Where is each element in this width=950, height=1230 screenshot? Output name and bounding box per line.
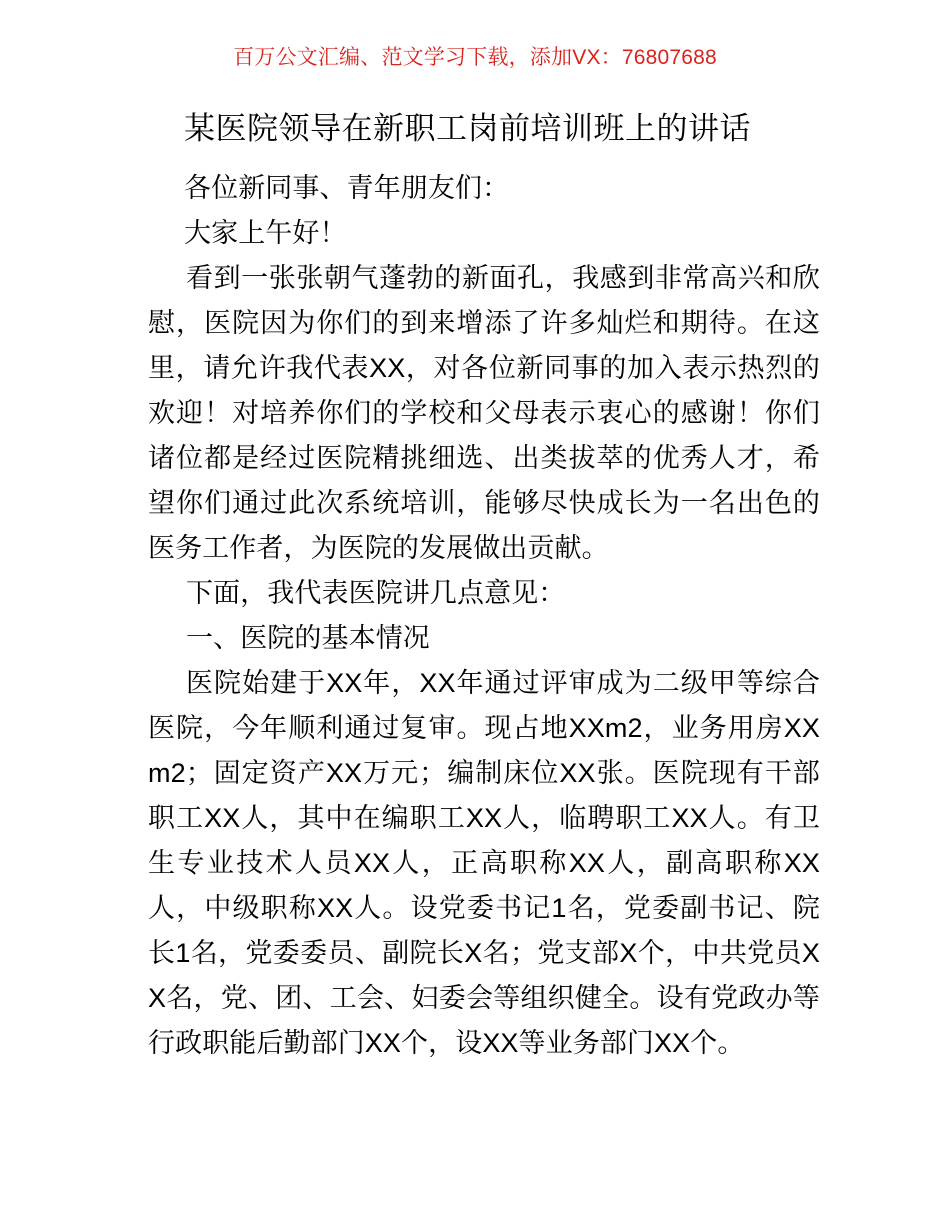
salutation-line: 各位新同事、青年朋友们：: [184, 173, 510, 203]
page-title: 某医院领导在新职工岗前培训班上的讲话: [184, 111, 751, 146]
section-heading-one: 一、医院的基本情况: [186, 623, 430, 653]
section-one-body: 医院始建于XX年，XX年通过评审成为二级甲等综合医院，今年顺利通过复审。现占地XXm2，业务用房XXm2；固定资产XX万元；编制床位XX张。医院现有干部职工XX人，其中在编职工XX人，临聘职工XX人。有卫生专业技术人员XX人，正高职称XX人，副高职称XX人，中级职称XX人。设党委书记1名，党委副书记、院长1名，党委委员、副院长X名；党支部X个，中共党员XX名，党、团、工会、妇委会等组织健全。设有党政办等行政职能后勤部门XX个，设XX等业务部门XX个。: [148, 668, 820, 1058]
document-body: [148, 106, 820, 1066]
transition-line: 下面，我代表医院讲几点意见：: [186, 578, 566, 608]
greeting-line: 大家上午好！: [184, 218, 347, 248]
opening-paragraph: 看到一张张朝气蓬勃的新面孔，我感到非常高兴和欣慰，医院因为你们的到来增添了许多灿烂和期待。在这里，请允许我代表XX，对各位新同事的加入表示热烈的欢迎！对培养你们的学校和父母表示衷心的感谢！你们诸位都是经过医院精挑细选、出类拔萃的优秀人才，希望你们通过此次系统培训，能够尽快成长为一名出色的医务工作者，为医院的发展做出贡献。: [148, 263, 820, 563]
promo-header-text: 百万公文汇编、范文学习下载，添加VX：76807688: [233, 46, 717, 69]
